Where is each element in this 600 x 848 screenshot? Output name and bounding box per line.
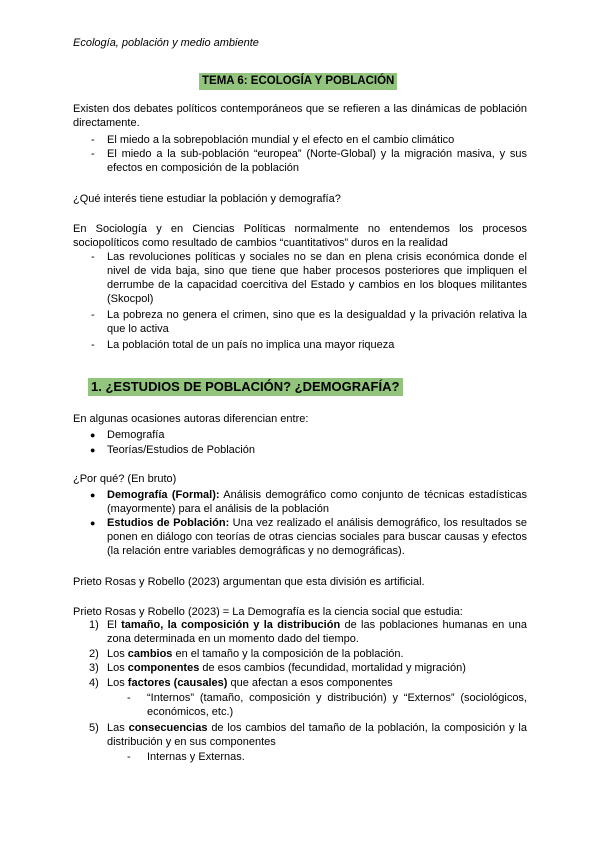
list-item: ● Teorías/Estudios de Población [90, 444, 255, 456]
list-item: - La pobreza no genera el crimen, sino que es la desigualdad y la privación relativa la que lo activa [91, 309, 527, 335]
page-title: TEMA 6: ECOLOGÍA Y POBLACIÓN [199, 73, 397, 90]
sociology-paragraph: En Sociología y en Ciencias Políticas normalmente no entendemos los procesos sociopolíticos como resultado de cambios “cuantitativos” duros en la realidad [73, 223, 527, 249]
sub-list-item: - Internas y Externas. [127, 751, 245, 763]
prieto-paragraph-1: Prieto Rosas y Robello (2023) argumentan que esta división es artificial. [73, 576, 425, 588]
numbered-item: 5) Las consecuencias de los cambios del tamaño de la población, la composición y la distribución y en sus componentes [89, 722, 527, 748]
section-heading: 1. ¿ESTUDIOS DE POBLACIÓN? ¿DEMOGRAFÍA? [88, 378, 403, 396]
numbered-item: 1) El tamaño, la composición y la distribución de las poblaciones humanas en una zona determinada en un momento dado del tiempo. [89, 619, 527, 645]
why-paragraph: ¿Por qué? (En bruto) [73, 473, 177, 485]
list-item: - La población total de un país no implica una mayor riqueza [91, 339, 395, 351]
list-item: ● Demografía [90, 429, 165, 441]
numbered-item: 2) Los cambios en el tamaño y la composición de la población. [89, 648, 404, 660]
list-item: ● Demografía (Formal): Análisis demográfico como conjunto de técnicas estadísticas (mayormente) para el análisis de la población [90, 489, 527, 515]
list-item: - El miedo a la sub-población “europea” (Norte-Global) y la migración masiva, y sus efectos en composición de la población [91, 148, 527, 174]
distinguish-paragraph: En algunas ocasiones autoras diferencian entre: [73, 413, 309, 425]
numbered-item: 3) Los componentes de esos cambios (fecundidad, mortalidad y migración) [89, 662, 466, 674]
list-item: - El miedo a la sobrepoblación mundial y el efecto en el cambio climático [91, 134, 455, 146]
prieto-paragraph-2: Prieto Rosas y Robello (2023) = La Demografía es la ciencia social que estudia: [73, 606, 463, 618]
list-item: - Las revoluciones políticas y sociales no se dan en plena crisis económica donde el nivel de vida baja, sino que tiene que haber procesos posteriores que impliquen el derrumbe de la capacidad coercitiva del Estado y cambios en los bloques militantes (Skocpol) [91, 251, 527, 305]
list-item: ● Estudios de Población: Una vez realizado el análisis demográfico, los resultados se ponen en diálogo con teorías de otras ciencias sociales para buscar causas y efectos (la relación entre variables demográficas y no demográficas). [90, 517, 527, 557]
numbered-item: 4) Los factores (causales) que afectan a esos componentes [89, 677, 393, 689]
question-paragraph: ¿Qué interés tiene estudiar la población y demografía? [73, 193, 341, 205]
sub-list-item: - “Internos” (tamaño, composición y distribución) y “Externos” (sociológicos, económicos, etc.) [127, 692, 527, 718]
page-header: Ecología, población y medio ambiente [73, 37, 259, 49]
intro-paragraph: Existen dos debates políticos contemporáneos que se refieren a las dinámicas de población directamente. [73, 103, 527, 129]
